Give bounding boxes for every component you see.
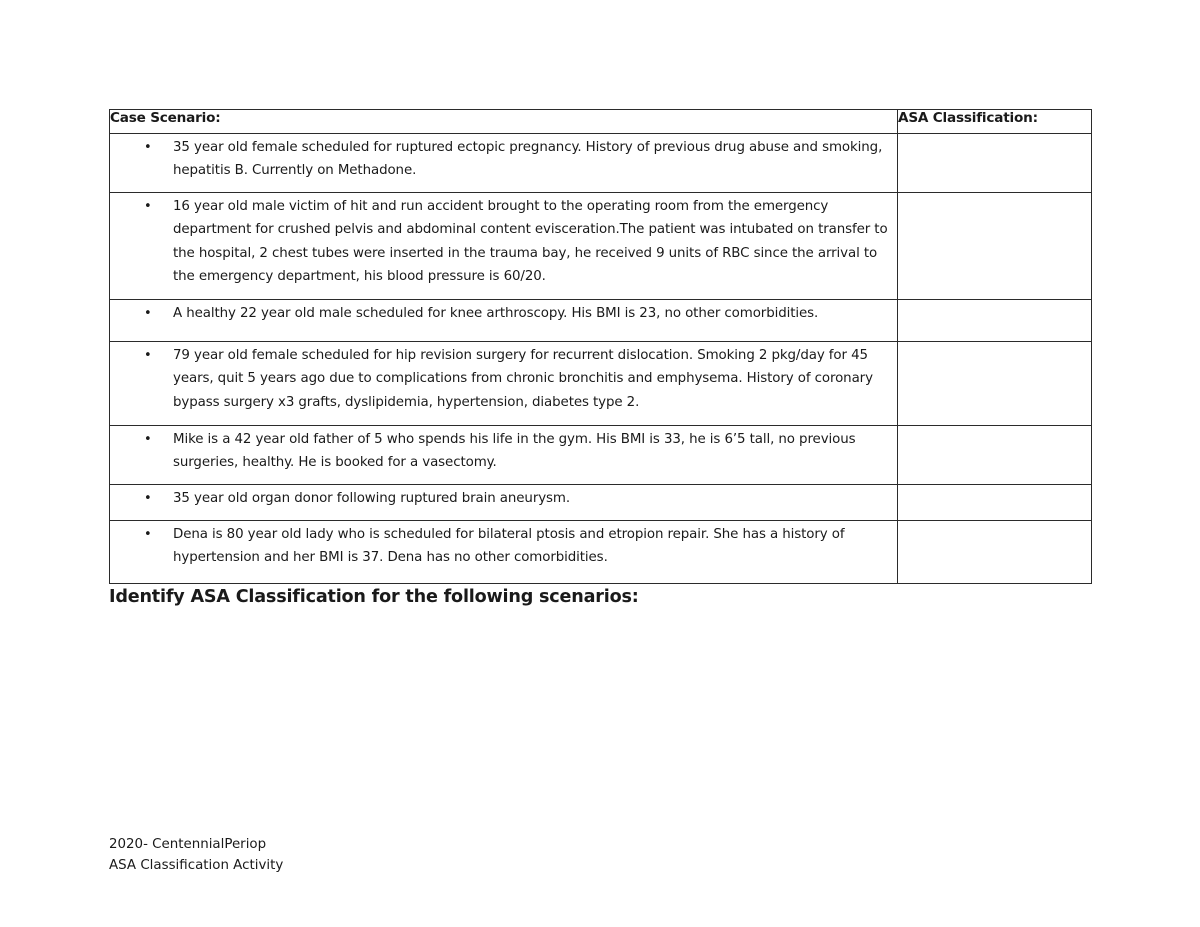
scenario-cell (110, 300, 898, 342)
asa-scenario-table (109, 109, 1092, 584)
scenario-cell (110, 485, 898, 521)
scenario-cell (110, 521, 898, 584)
footer-line-organization: 2020- CentennialPeriop (109, 837, 267, 852)
scenario-text: A healthy 22 year old male scheduled for knee arthroscopy. His BMI is 23, no other comorbidities. (173, 306, 819, 321)
classification-cell[interactable] (898, 521, 1092, 584)
table-row (110, 426, 1092, 485)
asa-classification-header: ASA Classification: (898, 110, 1092, 134)
classification-cell[interactable] (898, 134, 1092, 193)
bullet-icon: • (144, 199, 152, 214)
bullet-icon: • (144, 527, 152, 542)
classification-cell[interactable] (898, 300, 1092, 342)
table-row (110, 342, 1092, 426)
bullet-icon: • (144, 306, 152, 321)
classification-cell[interactable] (898, 342, 1092, 426)
classification-cell[interactable] (898, 193, 1092, 300)
scenario-text: 35 year old female scheduled for ruptured ectopic pregnancy. History of previous drug abuse and smoking, hepatitis B. Currently on Methadone. (173, 140, 883, 179)
table-header-row (110, 110, 1092, 134)
footer-line-activity: ASA Classification Activity (109, 858, 284, 873)
scenario-text: 79 year old female scheduled for hip revision surgery for recurrent dislocation. Smoking 2 pkg/day for 45 years, quit 5 years ago due to complications from chronic bronchitis and emphysema. History of coronary bypass surgery x3 grafts, dyslipidemia, hypertension, diabetes type 2. (173, 348, 873, 410)
bullet-icon: • (144, 491, 152, 506)
instruction-heading: Identify ASA Classification for the following scenarios: (109, 587, 639, 607)
scenario-cell (110, 342, 898, 426)
table-row (110, 134, 1092, 193)
scenario-cell (110, 426, 898, 485)
table-row (110, 521, 1092, 584)
table-row (110, 193, 1092, 300)
bullet-icon: • (144, 348, 152, 363)
bullet-icon: • (144, 140, 152, 155)
scenario-text: Mike is a 42 year old father of 5 who spends his life in the gym. His BMI is 33, he is 6’5 tall, no previous surgeries, healthy. He is booked for a vasectomy. (173, 432, 856, 471)
scenario-cell (110, 193, 898, 300)
scenario-cell (110, 134, 898, 193)
page-footer (109, 834, 283, 876)
classification-cell[interactable] (898, 485, 1092, 521)
scenario-text: 35 year old organ donor following ruptured brain aneurysm. (173, 491, 571, 506)
classification-cell[interactable] (898, 426, 1092, 485)
bullet-icon: • (144, 432, 152, 447)
scenario-text: Dena is 80 year old lady who is scheduled for bilateral ptosis and etropion repair. She has a history of hypertension and her BMI is 37. Dena has no other comorbidities. (173, 527, 845, 566)
case-scenario-header: Case Scenario: (110, 110, 898, 134)
table-row (110, 300, 1092, 342)
scenario-text: 16 year old male victim of hit and run accident brought to the operating room from the emergency department for crushed pelvis and abdominal content evisceration.The patient was intubated on transfer to the hospital, 2 chest tubes were inserted in the trauma bay, he received 9 units of RBC since the arrival to the emergency department, his blood pressure is 60/20. (173, 199, 888, 284)
table-row (110, 485, 1092, 521)
